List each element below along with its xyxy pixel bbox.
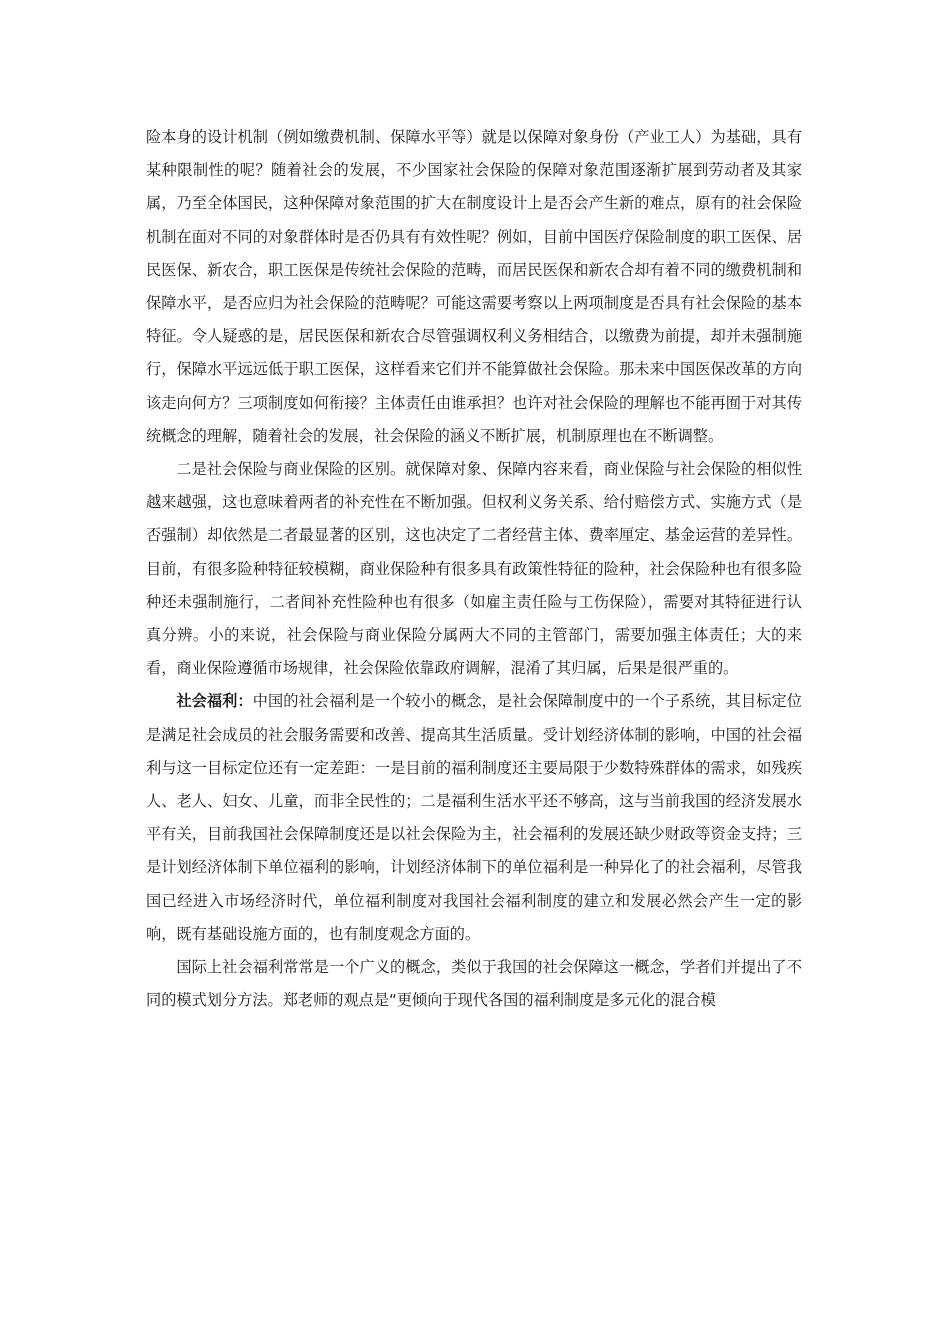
- section-lead-social-welfare: 社会福利：: [176, 692, 253, 711]
- paragraph-text: 二是社会保险与商业保险的区别。就保障对象、保障内容来看，商业保险与社会保险的相似性越来越强，这也意味着两者的补充性在不断加强。但权利义务关系、给付赔偿方式、实施方式（是否强制）却依然是二者最显著的区别，这也决定了二者经营主体、费率厘定、基金运营的差异性。目前，有很多险种特征较模糊，商业保险种有很多具有政策性特征的险种，社会保险种也有很多险种还未强制施行，二者间补充性险种也有很多（如雇主责任险与工伤保险），需要对其特征进行认真分辨。小的来说，社会保险与商业保险分属两大不同的主管部门，需要加强主体责任；大的来看，商业保险遵循市场规律，社会保险依靠政府调解，混淆了其归属，后果是很严重的。: [146, 460, 802, 678]
- paragraph-social-welfare: [146, 685, 802, 951]
- document-body: [146, 121, 802, 1017]
- paragraph-social-vs-commercial-insurance: [146, 453, 802, 685]
- paragraph-text: 国际上社会福利常常是一个广义的概念，类似于我国的社会保障这一概念，学者们并提出了不同的模式划分方法。郑老师的观点是“更倾向于现代各国的福利制度是多元化的混合模: [146, 958, 802, 1010]
- paragraph-text: 中国的社会福利是一个较小的概念，是社会保障制度中的一个子系统，其目标定位是满足社会成员的社会服务需要和改善、提高其生活质量。受计划经济体制的影响，中国的社会福利与这一目标定位还有一定差距：一是目前的福利制度还主要局限于少数特殊群体的需求，如残疾人、老人、妇女、儿童，而非全民性的；二是福利生活水平还不够高，这与当前我国的经济发展水平有关，目前我国社会保障制度还是以社会保险为主，社会福利的发展还缺少财政等资金支持；三是计划经济体制下单位福利的影响，计划经济体制下的单位福利是一种异化了的社会福利，尽管我国已经进入市场经济时代，单位福利制度对我国社会福利制度的建立和发展必然会产生一定的影响，既有基础设施方面的，也有制度观念方面的。: [146, 692, 803, 943]
- paragraph-text: 险本身的设计机制（例如缴费机制、保障水平等）就是以保障对象身份（产业工人）为基础，具有某种限制性的呢？随着社会的发展，不少国家社会保险的保障对象范围逐渐扩展到劳动者及其家属，乃至全体国民，这种保障对象范围的扩大在制度设计上是否会产生新的难点，原有的社会保险机制在面对不同的对象群体时是否仍具有有效性呢？例如，目前中国医疗保险制度的职工医保、居民医保、新农合，职工医保是传统社会保险的范畴，而居民医保和新农合却有着不同的缴费机制和保障水平，是否应归为社会保险的范畴呢？可能这需要考察以上两项制度是否具有社会保险的基本特征。令人疑惑的是，居民医保和新农合尽管强调权利义务相结合，以缴费为前提，却并未强制施行，保障水平远远低于职工医保，这样看来它们并不能算做社会保险。那未来中国医保改革的方向该走向何方？三项制度如何衔接？主体责任由谁承担？也许对社会保险的理解也不能再囿于对其传统概念的理解，随着社会的发展，社会保险的涵义不断扩展，机制原理也在不断调整。: [146, 128, 802, 445]
- paragraph-social-insurance-continued: [146, 121, 802, 453]
- paragraph-international-welfare: [146, 951, 802, 1017]
